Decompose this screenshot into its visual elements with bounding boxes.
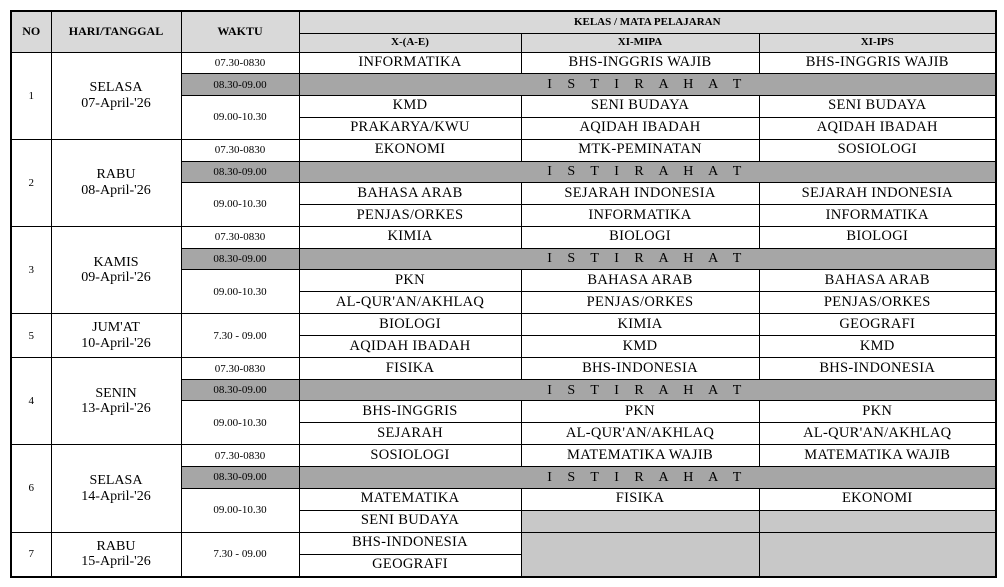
subject-cell: BAHASA ARAB [759,270,996,292]
subject-cell: BAHASA ARAB [521,270,759,292]
exam-schedule-table [10,10,997,578]
subject-cell: PKN [299,270,521,292]
day-date: 13-April-'26 [81,401,151,417]
header-day: HARI/TANGGAL [51,11,181,52]
subject-cell: BHS-INDONESIA [299,532,521,554]
time-slot: 7.30 - 09.00 [181,314,299,358]
subject-cell: SENI BUDAYA [759,95,996,117]
time-slot: 09.00-10.30 [181,183,299,227]
subject-cell: SEJARAH [299,423,521,445]
day-cell [51,445,181,532]
subject-cell: BHS-INDONESIA [521,358,759,380]
header-no: NO [11,11,51,52]
day-cell [51,314,181,358]
empty-cell [759,532,996,577]
day-cell [51,226,181,313]
subject-cell: PENJAS/ORKES [521,292,759,314]
time-slot: 09.00-10.30 [181,270,299,314]
break-bar: I S T I R A H A T [299,161,996,182]
subject-cell: SEJARAH INDONESIA [759,183,996,205]
time-slot: 07.30-0830 [181,226,299,248]
subject-cell: PKN [521,401,759,423]
day-name: KAMIS [93,254,139,270]
table-row [11,358,996,380]
time-slot-break: 08.30-09.00 [181,248,299,269]
day-name: JUM'AT [92,320,140,336]
subject-cell: EKONOMI [759,488,996,510]
subject-cell: PENJAS/ORKES [759,292,996,314]
day-name: SELASA [89,80,143,96]
time-slot-break: 08.30-09.00 [181,161,299,182]
subject-cell: AQIDAH IBADAH [299,336,521,358]
empty-cell [521,532,759,577]
subject-cell: SOSIOLOGI [759,139,996,161]
subject-cell: AQIDAH IBADAH [759,117,996,139]
table-row [11,314,996,336]
table-row [11,445,996,467]
day-cell [51,139,181,226]
break-bar: I S T I R A H A T [299,380,996,401]
subject-cell: BIOLOGI [299,314,521,336]
table-row [11,226,996,248]
subject-cell: SOSIOLOGI [299,445,521,467]
table-row [11,52,996,74]
time-slot: 7.30 - 09.00 [181,532,299,577]
subject-cell: INFORMATIKA [299,52,521,74]
subject-cell: KMD [299,95,521,117]
day-date: 09-April-'26 [81,270,151,286]
day-name: SELASA [89,473,143,489]
subject-cell: BAHASA ARAB [299,183,521,205]
header-class-x: X-(A-E) [299,33,521,52]
subject-cell: SENI BUDAYA [299,510,521,532]
subject-cell: PENJAS/ORKES [299,204,521,226]
subject-cell: AQIDAH IBADAH [521,117,759,139]
empty-cell [521,510,759,532]
subject-cell: EKONOMI [299,139,521,161]
subject-cell: BIOLOGI [759,226,996,248]
row-number: 4 [11,358,51,445]
row-number: 6 [11,445,51,532]
subject-cell: MTK-PEMINATAN [521,139,759,161]
subject-cell: GEOGRAFI [759,314,996,336]
subject-cell: FISIKA [299,358,521,380]
subject-cell: AL-QUR'AN/AKHLAQ [521,423,759,445]
day-date: 10-April-'26 [81,335,151,351]
subject-cell: GEOGRAFI [299,554,521,577]
time-slot: 07.30-0830 [181,52,299,74]
subject-cell: BHS-INGGRIS [299,401,521,423]
row-number: 7 [11,532,51,577]
row-number: 1 [11,52,51,139]
row-number: 3 [11,226,51,313]
day-name: RABU [96,538,136,554]
subject-cell: FISIKA [521,488,759,510]
subject-cell: BHS-INDONESIA [759,358,996,380]
day-date: 15-April-'26 [81,554,151,570]
subject-cell: SENI BUDAYA [521,95,759,117]
subject-cell: KMD [759,336,996,358]
row-number: 5 [11,314,51,358]
day-date: 14-April-'26 [81,488,151,504]
subject-cell: KIMIA [299,226,521,248]
subject-cell: BIOLOGI [521,226,759,248]
time-slot: 07.30-0830 [181,445,299,467]
header-class-group: KELAS / MATA PELAJARAN [299,11,996,33]
subject-cell: AL-QUR'AN/AKHLAQ [759,423,996,445]
header-time: WAKTU [181,11,299,52]
subject-cell: MATEMATIKA [299,488,521,510]
subject-cell: PRAKARYA/KWU [299,117,521,139]
time-slot-break: 08.30-09.00 [181,467,299,488]
subject-cell: BHS-INGGRIS WAJIB [759,52,996,74]
header-class-xi-ips: XI-IPS [759,33,996,52]
day-date: 08-April-'26 [81,182,151,198]
table-row [11,532,996,554]
break-bar: I S T I R A H A T [299,248,996,269]
table-row [11,139,996,161]
time-slot: 09.00-10.30 [181,401,299,445]
time-slot-break: 08.30-09.00 [181,74,299,95]
day-cell [51,358,181,445]
subject-cell: MATEMATIKA WAJIB [759,445,996,467]
subject-cell: BHS-INGGRIS WAJIB [521,52,759,74]
subject-cell: KIMIA [521,314,759,336]
day-cell [51,52,181,139]
time-slot-break: 08.30-09.00 [181,380,299,401]
time-slot: 09.00-10.30 [181,488,299,532]
subject-cell: INFORMATIKA [521,204,759,226]
subject-cell: AL-QUR'AN/AKHLAQ [299,292,521,314]
subject-cell: SEJARAH INDONESIA [521,183,759,205]
subject-cell: INFORMATIKA [759,204,996,226]
header-class-xi-mipa: XI-MIPA [521,33,759,52]
subject-cell: KMD [521,336,759,358]
day-date: 07-April-'26 [81,95,151,111]
subject-cell: PKN [759,401,996,423]
day-cell [51,532,181,577]
subject-cell: MATEMATIKA WAJIB [521,445,759,467]
row-number: 2 [11,139,51,226]
time-slot: 09.00-10.30 [181,95,299,139]
break-bar: I S T I R A H A T [299,74,996,95]
day-name: RABU [96,167,136,183]
empty-cell [759,510,996,532]
day-name: SENIN [95,385,137,401]
time-slot: 07.30-0830 [181,358,299,380]
break-bar: I S T I R A H A T [299,467,996,488]
time-slot: 07.30-0830 [181,139,299,161]
